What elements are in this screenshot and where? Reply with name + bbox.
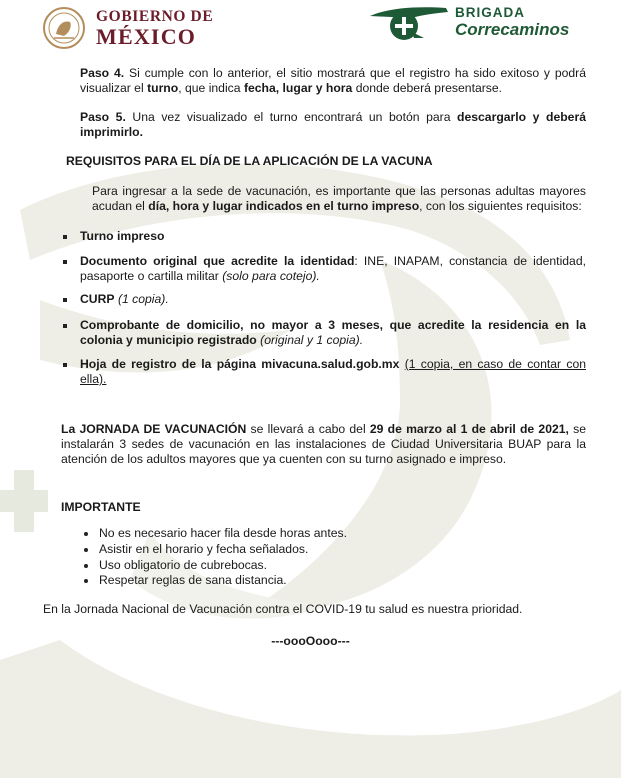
req-text: : INE, INAPAM, constancia de identidad, pasaporte o cartilla militar bbox=[80, 254, 586, 283]
round-bullet-icon bbox=[84, 532, 88, 536]
important-item-text: No es necesario hacer fila desde horas antes. bbox=[99, 526, 347, 540]
closing-statement: En la Jornada Nacional de Vacunación contra el COVID-19 tu salud es nuestra prioridad. bbox=[43, 602, 523, 616]
brigade-logo-text bbox=[455, 5, 569, 40]
step5-text1: Una vez visualizado el turno encontrará un botón para bbox=[125, 110, 458, 124]
square-bullet-icon bbox=[63, 363, 67, 367]
jornada-bold1: La JORNADA DE VACUNACIÓN bbox=[61, 422, 247, 436]
requirements-heading: REQUISITOS PARA EL DÍA DE LA APLICACIÓN DE LA VACUNA bbox=[66, 154, 433, 168]
roadrunner-cross-icon bbox=[368, 2, 450, 44]
step4-bold2: fecha, lugar y hora bbox=[243, 81, 353, 95]
req-bold: Comprobante de domicilio, no mayor a 3 meses, que acredite la residencia en la colonia y municipio registrado bbox=[80, 318, 586, 347]
list-item bbox=[99, 558, 559, 573]
list-item bbox=[99, 573, 559, 588]
step4-bold1: turno bbox=[147, 81, 179, 95]
list-item bbox=[99, 542, 559, 557]
important-heading: IMPORTANTE bbox=[61, 500, 141, 514]
gov-line1: GOBIERNO DE bbox=[96, 8, 214, 25]
jornada-text1: se llevará a cabo del bbox=[246, 422, 370, 436]
requirements-intro bbox=[92, 184, 586, 214]
important-item-text: Asistir en el horario y fecha señalados. bbox=[99, 542, 309, 556]
square-bullet-icon bbox=[63, 298, 67, 302]
req-bold: Turno impreso bbox=[80, 229, 165, 243]
end-mark: ---oooOooo--- bbox=[271, 634, 350, 648]
step5-bold1: descargarlo y deberá imprimirlo. bbox=[80, 110, 586, 139]
step4-text1: Si cumple con lo anterior, el sitio mostrará que el registro ha sido exitoso y podrá visualizar el bbox=[80, 66, 586, 95]
square-bullet-icon bbox=[63, 260, 67, 264]
req-italic: (1 copia). bbox=[117, 292, 169, 306]
mexico-eagle-seal-icon bbox=[42, 6, 86, 50]
req-bold: Documento original que acredite la identidad bbox=[80, 254, 355, 268]
list-item bbox=[80, 229, 586, 244]
square-bullet-icon bbox=[63, 324, 67, 328]
step4-label: Paso 4. bbox=[80, 66, 125, 80]
step4-paragraph bbox=[80, 66, 586, 96]
list-item bbox=[80, 254, 586, 284]
req-bold: Hoja de registro de la página mivacuna.salud.gob.mx bbox=[80, 357, 400, 371]
step5-paragraph bbox=[80, 110, 586, 140]
list-item bbox=[80, 292, 586, 307]
req-underline: (1 copia, en caso de contar con ella). bbox=[80, 357, 586, 386]
brigade-line2: Correcaminos bbox=[455, 20, 570, 39]
req-bold: CURP bbox=[80, 292, 115, 306]
step5-label: Paso 5. bbox=[80, 110, 126, 124]
req-italic: (original y 1 copia). bbox=[260, 333, 364, 347]
list-item bbox=[99, 526, 559, 541]
important-item-text: Respetar reglas de sana distancia. bbox=[99, 573, 287, 587]
round-bullet-icon bbox=[84, 579, 88, 583]
intro-text1: Para ingresar a la sede de vacunación, es importante que las personas adultas mayores acudan el bbox=[92, 184, 586, 213]
jornada-text2: se instalarán 3 sedes de vacunación en las instalaciones de Ciudad Universitaria BUAP para la atención de los adultos mayores que ya cuenten con su turno asignado e impreso. bbox=[61, 422, 587, 466]
important-item-text: Uso obligatorio de cubrebocas. bbox=[99, 558, 268, 572]
brigade-line1: BRIGADA bbox=[455, 5, 525, 20]
step4-text3: donde deberá presentarse. bbox=[352, 81, 503, 95]
jornada-bold2: 29 de marzo al 1 de abril de 2021, bbox=[369, 422, 569, 436]
intro-bold1: día, hora y lugar indicados en el turno impreso bbox=[148, 199, 420, 213]
list-item bbox=[80, 357, 586, 387]
round-bullet-icon bbox=[84, 564, 88, 568]
list-item bbox=[80, 318, 586, 348]
round-bullet-icon bbox=[84, 548, 88, 552]
req-italic: (solo para cotejo). bbox=[222, 269, 320, 283]
gov-line2: MÉXICO bbox=[96, 24, 197, 49]
government-logo-text bbox=[96, 9, 213, 49]
vaccination-day-paragraph bbox=[61, 422, 586, 467]
intro-text2: , con los siguientes requisitos: bbox=[419, 199, 582, 213]
document-header bbox=[0, 0, 621, 56]
step4-text2: , que indica bbox=[178, 81, 244, 95]
square-bullet-icon bbox=[63, 235, 67, 239]
